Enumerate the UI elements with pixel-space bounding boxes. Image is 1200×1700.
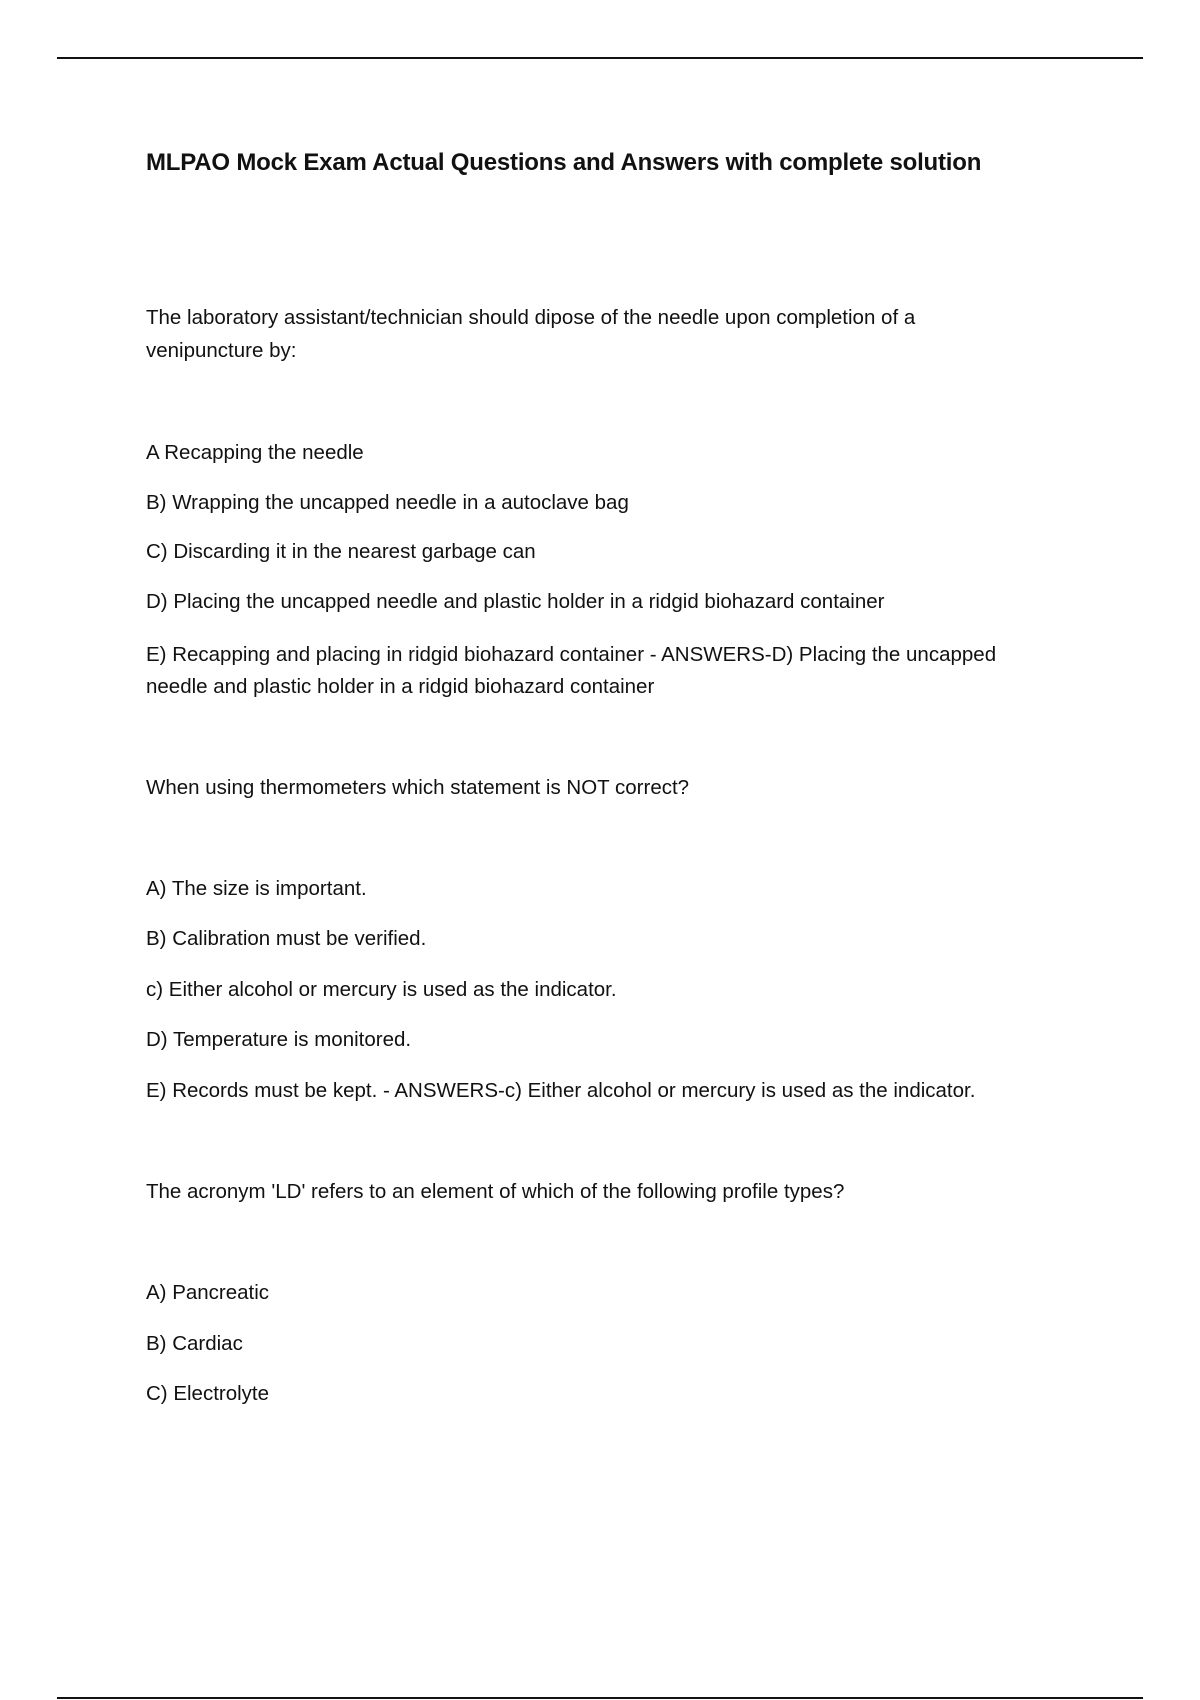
question-1-option-a: A Recapping the needle [146,441,364,464]
question-2-option-e-answer: E) Records must be kept. - ANSWERS-c) Either alcohol or mercury is used as the indicator. [146,1079,976,1102]
bottom-rule [57,1697,1143,1699]
question-1-option-e-answer-line-2: needle and plastic holder in a ridgid biohazard container [146,675,655,698]
question-1-text-line-1: The laboratory assistant/technician should dipose of the needle upon completion of a [146,306,916,329]
question-2-option-d: D) Temperature is monitored. [146,1028,412,1051]
question-1-option-e-answer-line-1: E) Recapping and placing in ridgid biohazard container - ANSWERS-D) Placing the uncapped [146,643,997,666]
question-1-option-d: D) Placing the uncapped needle and plastic holder in a ridgid biohazard container [146,590,885,613]
question-2-option-b: B) Calibration must be verified. [146,927,427,950]
question-3-option-c: C) Electrolyte [146,1382,270,1405]
document-title: MLPAO Mock Exam Actual Questions and Answers with complete solution [146,149,982,176]
question-2-option-c: c) Either alcohol or mercury is used as the indicator. [146,978,617,1001]
question-3-text: The acronym 'LD' refers to an element of which of the following profile types? [146,1180,845,1203]
question-1-option-b: B) Wrapping the uncapped needle in a autoclave bag [146,491,629,514]
question-2-option-a: A) The size is important. [146,877,367,900]
question-2-text: When using thermometers which statement is NOT correct? [146,776,690,799]
top-rule [57,57,1143,59]
question-1-option-c: C) Discarding it in the nearest garbage can [146,540,536,563]
question-1-text-line-2: venipuncture by: [146,339,297,362]
question-3-option-b: B) Cardiac [146,1332,243,1355]
question-3-option-a: A) Pancreatic [146,1281,270,1304]
